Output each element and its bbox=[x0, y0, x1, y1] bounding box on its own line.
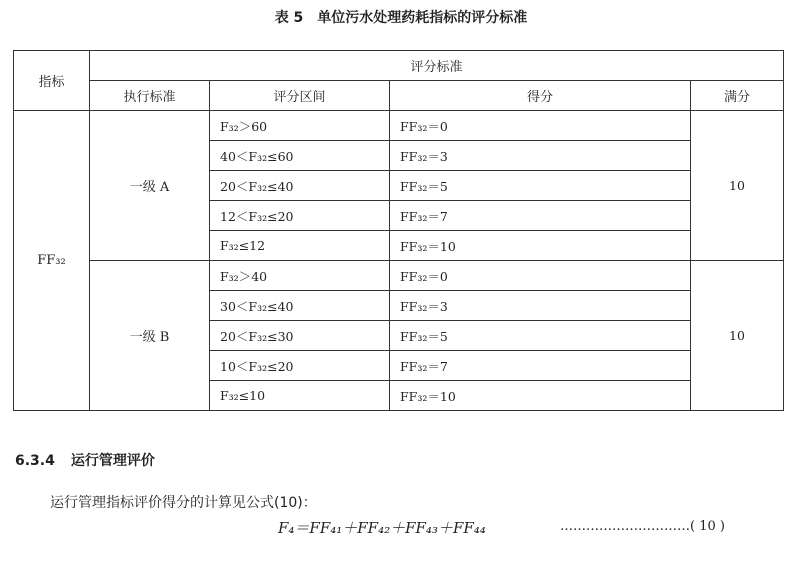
interval-cell: F₃₂≤10 bbox=[210, 381, 390, 411]
interval-cell: F₃₂≤12 bbox=[210, 231, 390, 261]
score-cell: FF₃₂＝7 bbox=[390, 201, 691, 231]
section-title: 运行管理评价 bbox=[70, 453, 155, 469]
score-cell: FF₃₂＝5 bbox=[390, 321, 691, 351]
indicator-cell: FF₃₂ bbox=[14, 111, 90, 411]
formula-expression: F₄＝FF₄₁＋FF₄₂＋FF₄₃＋FF₄₄ bbox=[278, 519, 486, 537]
table-row bbox=[14, 111, 784, 141]
table-caption: 表 5 单位污水处理药耗指标的评分标准 bbox=[274, 10, 528, 26]
section-heading bbox=[15, 450, 155, 470]
score-cell: FF₃₂＝0 bbox=[390, 261, 691, 291]
score-cell: FF₃₂＝0 bbox=[390, 111, 691, 141]
full-score-cell: 10 bbox=[691, 261, 784, 411]
standard-cell: 一级 B bbox=[90, 261, 210, 411]
section-number: 6.3.4 bbox=[15, 453, 55, 469]
header-score: 得分 bbox=[390, 81, 691, 111]
interval-cell: 10＜F₃₂≤20 bbox=[210, 351, 390, 381]
interval-cell: 20＜F₃₂≤40 bbox=[210, 171, 390, 201]
standard-cell: 一级 A bbox=[90, 111, 210, 261]
interval-cell: 40＜F₃₂≤60 bbox=[210, 141, 390, 171]
score-cell: FF₃₂＝3 bbox=[390, 141, 691, 171]
header-criteria: 评分标准 bbox=[90, 51, 784, 81]
full-score-cell: 10 bbox=[691, 111, 784, 261]
score-cell: FF₃₂＝10 bbox=[390, 231, 691, 261]
score-cell: FF₃₂＝3 bbox=[390, 291, 691, 321]
formula-leader: ………………………… bbox=[560, 519, 690, 534]
score-cell: FF₃₂＝5 bbox=[390, 171, 691, 201]
table-row bbox=[14, 261, 784, 291]
interval-cell: 30＜F₃₂≤40 bbox=[210, 291, 390, 321]
score-cell: FF₃₂＝7 bbox=[390, 351, 691, 381]
interval-cell: F₃₂＞40 bbox=[210, 261, 390, 291]
formula-number: ( 10 ) bbox=[690, 519, 725, 534]
header-exec-standard: 执行标准 bbox=[90, 81, 210, 111]
interval-cell: 12＜F₃₂≤20 bbox=[210, 201, 390, 231]
body-paragraph: 运行管理指标评价得分的计算见公式(10)： bbox=[50, 495, 317, 511]
scoring-table bbox=[13, 50, 784, 411]
interval-cell: F₃₂＞60 bbox=[210, 111, 390, 141]
formula-number-line bbox=[560, 519, 725, 534]
header-full-score: 满分 bbox=[691, 81, 784, 111]
interval-cell: 20＜F₃₂≤30 bbox=[210, 321, 390, 351]
header-indicator: 指标 bbox=[14, 51, 90, 111]
score-cell: FF₃₂＝10 bbox=[390, 381, 691, 411]
header-interval: 评分区间 bbox=[210, 81, 390, 111]
